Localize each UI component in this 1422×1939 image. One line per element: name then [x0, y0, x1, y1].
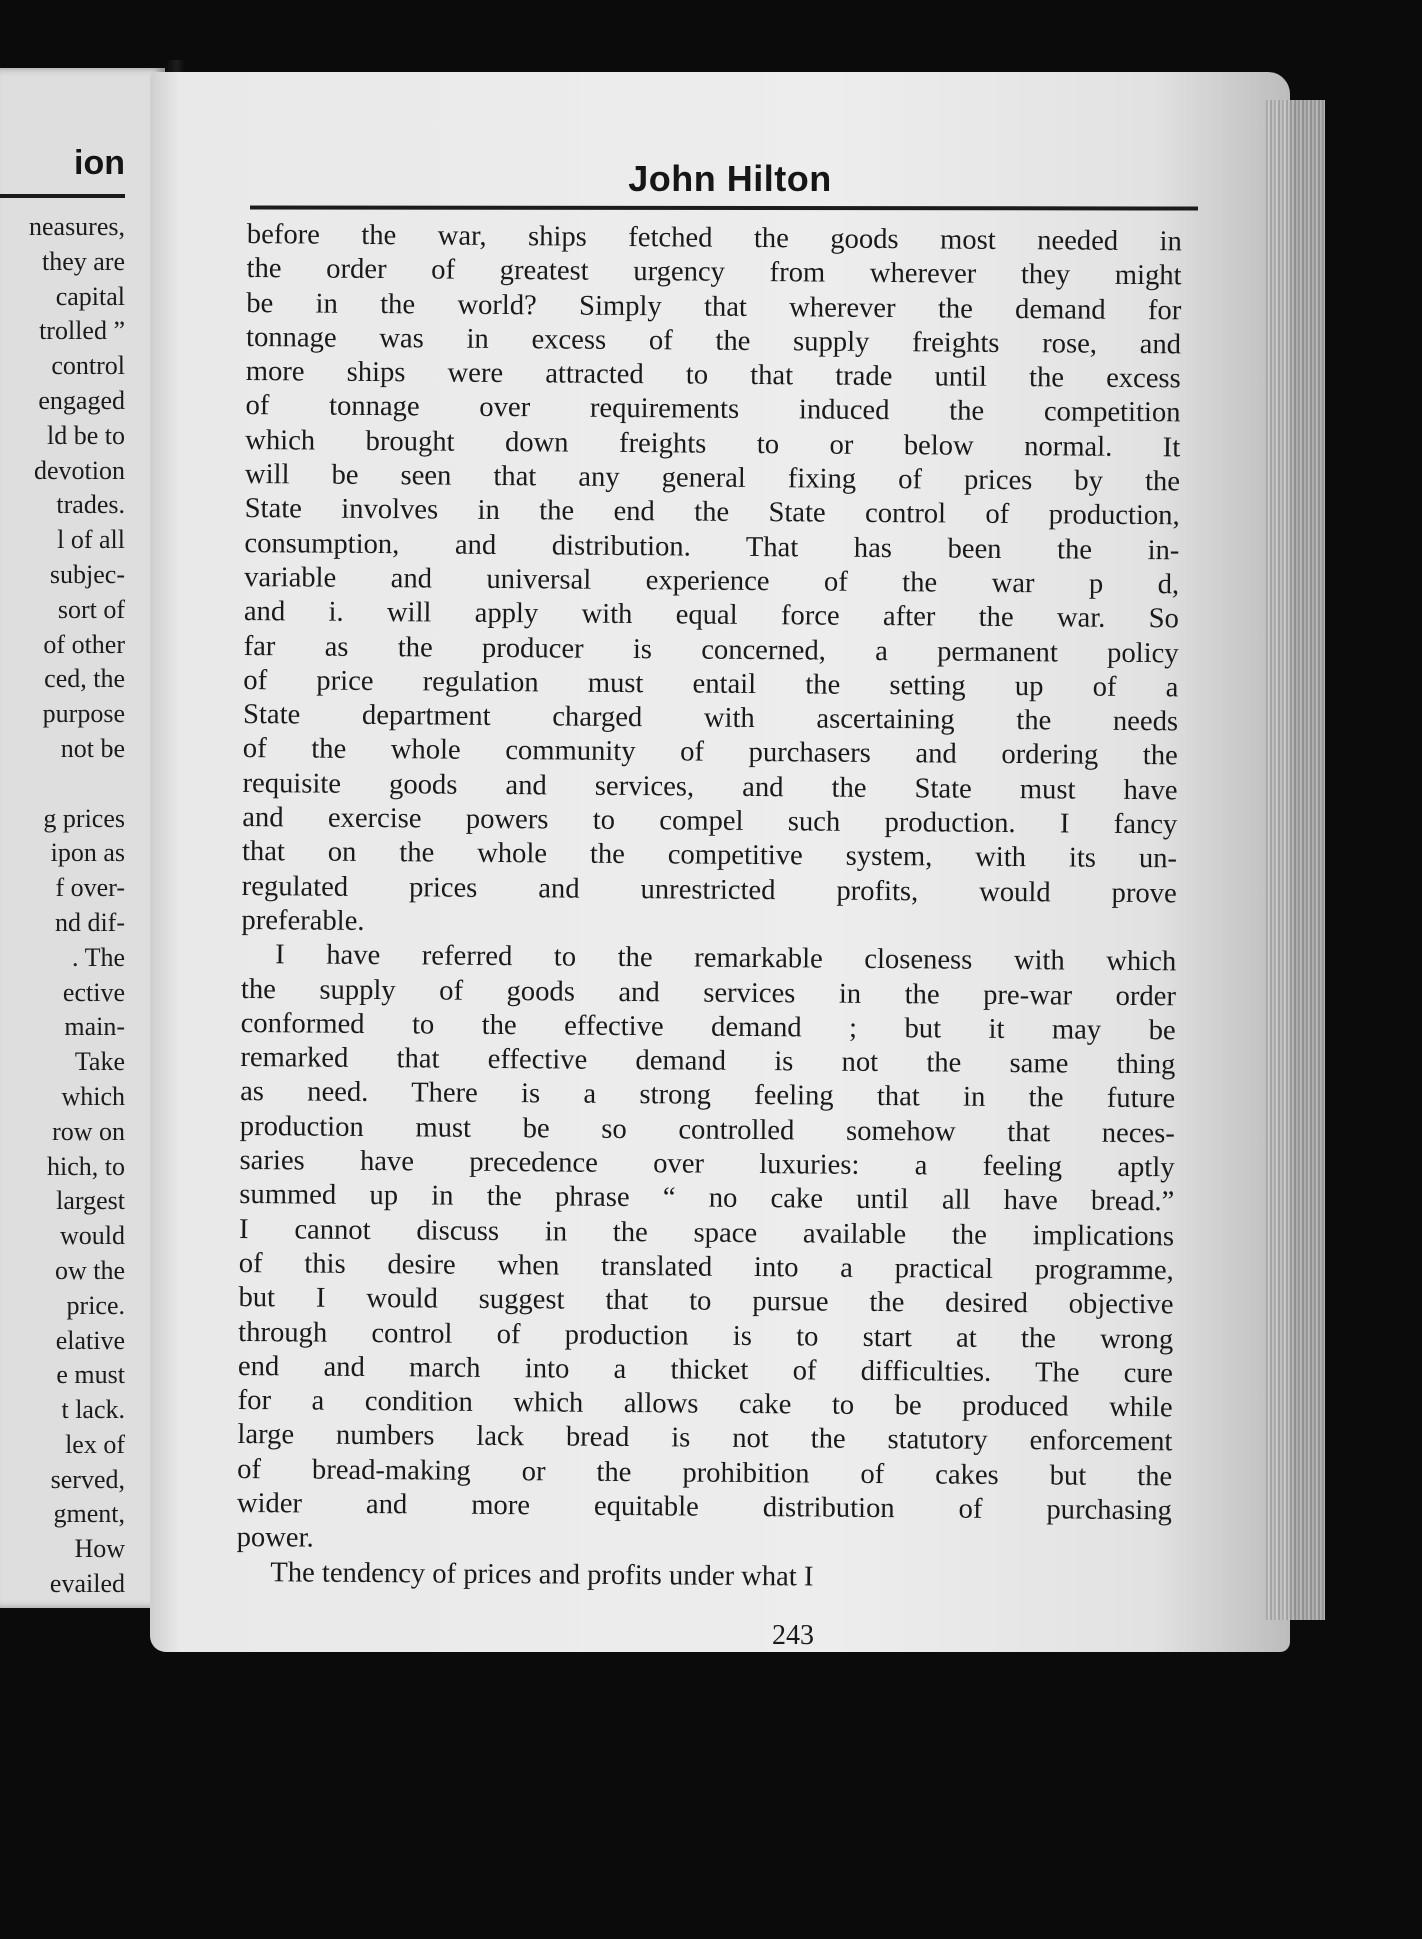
- text-line: remarked that effective demand is not the same thing: [240, 1042, 1176, 1081]
- text-line: production must be so controlled somehow that neces-: [239, 1110, 1175, 1150]
- left-page-line: ow the: [54, 1255, 125, 1285]
- right-page: [150, 72, 1290, 1652]
- left-page-line: lex of: [65, 1429, 125, 1459]
- left-page-line: ld be to: [47, 420, 125, 450]
- left-page-line: control: [51, 351, 125, 381]
- left-page: [0, 68, 165, 1608]
- text-line: wider and more equitable distribution of purchasing: [236, 1487, 1172, 1527]
- left-page-line: evailed: [49, 1569, 125, 1599]
- left-page-line: largest: [56, 1186, 125, 1216]
- text-line: before the war, ships fetched the goods most needed in: [246, 218, 1182, 258]
- left-page-line: neasures,: [28, 212, 125, 241]
- text-line: The tendency of prices and profits under what I: [270, 1556, 814, 1593]
- left-page-line: Take: [74, 1047, 125, 1077]
- text-line: of bread-making or the prohibition of cakes but the: [237, 1453, 1173, 1492]
- left-page-line: . The: [72, 942, 125, 972]
- left-page-line: main-: [64, 1012, 125, 1042]
- page-edges: [1265, 100, 1325, 1620]
- text-line: preferable.: [241, 904, 365, 937]
- left-page-line: gment,: [53, 1499, 125, 1529]
- left-page-line: ipon as: [50, 838, 125, 868]
- left-page-rule: [0, 194, 125, 198]
- text-line: but I would suggest that to pursue the desired objective: [238, 1282, 1174, 1321]
- text-line: I cannot discuss in the space available the implications: [238, 1213, 1175, 1252]
- left-page-line: trolled ”: [39, 316, 125, 346]
- text-line: which brought down freights to or below normal. It: [245, 424, 1181, 464]
- left-page-line: devotion: [34, 455, 125, 485]
- left-page-line: trades.: [56, 490, 125, 520]
- text-line: regulated prices and unrestricted profits, would prove: [241, 870, 1177, 909]
- left-page-line: subjec-: [49, 559, 125, 589]
- left-page-line: elative: [55, 1325, 125, 1355]
- text-line: that on the whole the competitive system, with its un-: [241, 836, 1178, 875]
- text-line: more ships were attracted to that trade until the excess: [245, 356, 1181, 395]
- text-line: through control of production is to start at the wrong: [238, 1316, 1174, 1355]
- left-page-line: ced, the: [44, 664, 125, 694]
- left-page-line: t lack.: [61, 1395, 125, 1425]
- text-line: tonnage was in excess of the supply freights rose, and: [245, 321, 1182, 361]
- text-line: I have referred to the remarkable closeness with which: [275, 939, 1177, 978]
- text-line: power.: [236, 1522, 314, 1554]
- left-page-line: engaged: [38, 385, 125, 415]
- left-page-line: sort of: [57, 594, 125, 624]
- text-line: and exercise powers to compel such production. I fancy: [242, 802, 1178, 841]
- page-number: 243: [772, 1620, 814, 1651]
- left-page-line: price.: [66, 1290, 125, 1320]
- text-line: large numbers lack bread is not the statutory enforcement: [237, 1419, 1173, 1458]
- text-line: requisite goods and services, and the State must have: [242, 767, 1178, 807]
- left-page-line: ective: [62, 977, 125, 1007]
- left-page-line: row on: [52, 1116, 125, 1146]
- left-page-line: How: [74, 1534, 125, 1564]
- text-line: of tonnage over requirements induced the competition: [245, 390, 1181, 429]
- left-page-running-head: ion: [74, 144, 125, 182]
- text-line: summed up in the phrase “ no cake until all have bread.”: [239, 1179, 1175, 1218]
- left-page-line: served,: [50, 1464, 125, 1494]
- text-line: consumption, and distribution. That has been the in-: [244, 527, 1180, 567]
- text-line: will be seen that any general fixing of prices by the: [244, 459, 1181, 498]
- running-head: John Hilton: [628, 158, 832, 199]
- text-line: of the whole community of purchasers and ordering the: [242, 733, 1178, 772]
- left-page-line: e must: [56, 1360, 125, 1390]
- body-text: [236, 218, 1182, 1597]
- left-page-line: [29, 767, 125, 802]
- left-page-text: [29, 210, 125, 1602]
- left-page-line: they are: [41, 246, 125, 276]
- text-line: as need. There is a strong feeling that in the future: [240, 1076, 1176, 1115]
- left-page-line: capital: [55, 281, 125, 311]
- text-line: and i. will apply with equal force after the war. So: [243, 596, 1180, 635]
- text-line: be in the world? Simply that wherever the demand for: [246, 287, 1182, 326]
- text-line: far as the producer is concerned, a permanent policy: [243, 630, 1179, 669]
- left-page-line: of other: [43, 629, 125, 659]
- text-line: of price regulation must entail the setting up of a: [243, 664, 1179, 704]
- text-line: State involves in the end the State control of production,: [244, 493, 1180, 532]
- text-line: variable and universal experience of the war p d,: [244, 561, 1180, 601]
- left-page-line: purpose: [42, 699, 125, 729]
- text-line: conformed to the effective demand ; but it may be: [240, 1007, 1176, 1047]
- text-line: end and march into a thicket of difficulties. The cure: [237, 1350, 1174, 1390]
- text-line: for a condition which allows cake to be produced while: [237, 1385, 1173, 1424]
- left-page-line: f over-: [55, 873, 125, 903]
- text-line: of this desire when translated into a practical programme,: [238, 1247, 1174, 1287]
- text-line: saries have precedence over luxuries: a feeling aptly: [239, 1144, 1175, 1184]
- left-page-line: g prices: [43, 803, 125, 833]
- left-page-line: hich, to: [47, 1151, 125, 1181]
- left-page-line: not be: [60, 733, 125, 763]
- text-line: the supply of goods and services in the pre-war order: [240, 973, 1177, 1012]
- left-page-line: would: [60, 1221, 125, 1251]
- text-line: State department charged with ascertaining the needs: [242, 699, 1179, 738]
- left-page-line: l of all: [57, 525, 125, 555]
- text-line: the order of greatest urgency from wherever they might: [246, 253, 1182, 292]
- left-page-line: which: [61, 1081, 125, 1111]
- running-head-rule: [250, 206, 1198, 211]
- left-page-line: nd dif-: [54, 907, 125, 937]
